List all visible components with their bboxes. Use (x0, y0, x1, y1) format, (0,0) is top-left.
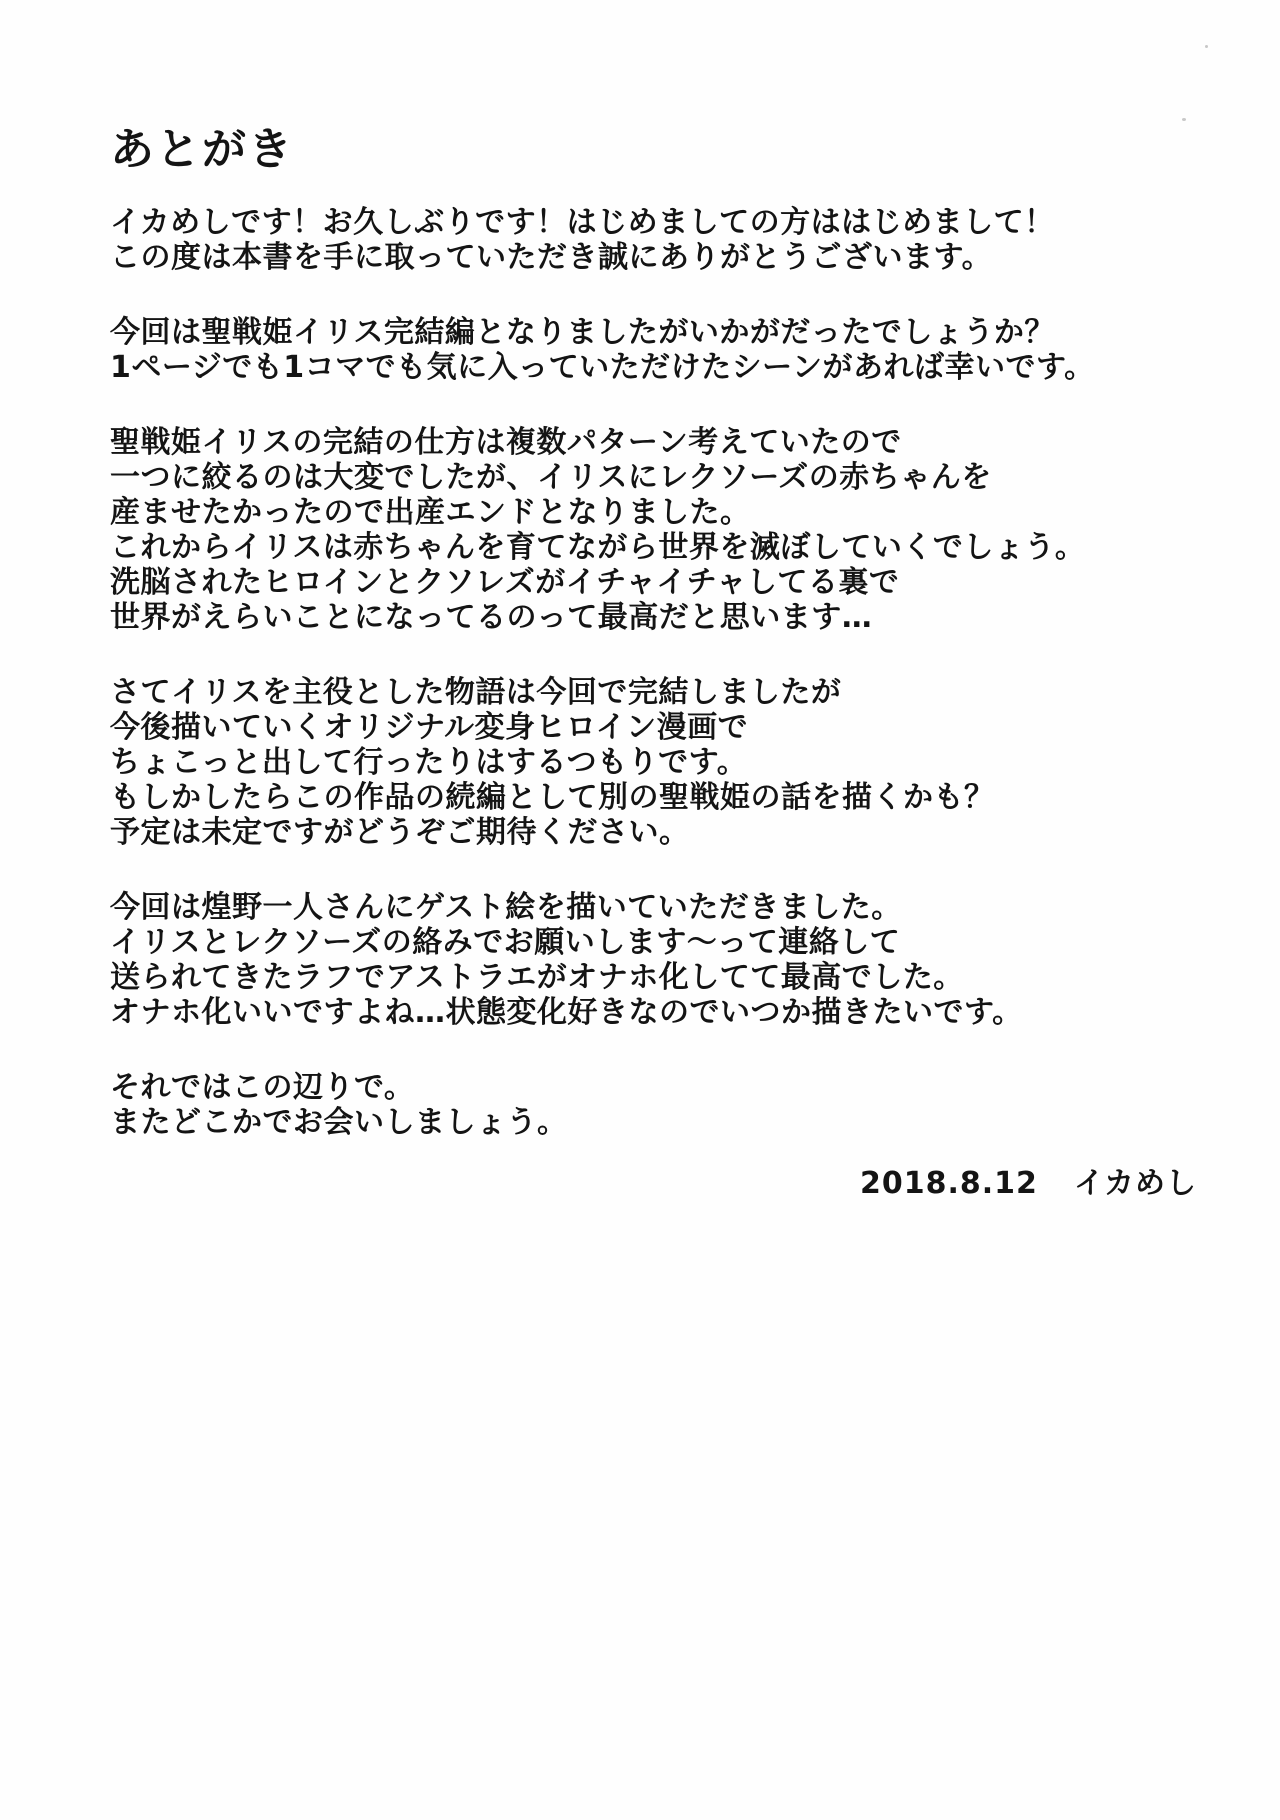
text-line: それではこの辺りで。 (110, 1070, 415, 1105)
text-line: イカめしです！お久しぶりです！はじめましての方ははじめまして！ (110, 205, 1055, 240)
text-line: さてイリスを主役とした物語は今回で完結しましたが (110, 675, 842, 710)
text-line: ちょこっと出して行ったりはするつもりです。 (110, 745, 748, 780)
text-line: 一つに絞るのは大変でしたが、イリスにレクソーズの赤ちゃんを (110, 460, 992, 495)
text-line: イリスとレクソーズの絡みでお願いします〜って連絡して (110, 925, 901, 960)
text-line: またどこかでお会いしましょう。 (110, 1105, 568, 1140)
paragraph-greeting (110, 205, 1180, 275)
signature-author: イカめし (1073, 1166, 1198, 1201)
text-line: 1ページでも1コマでも気に入っていただけたシーンがあれば幸いです。 (110, 350, 1095, 385)
paragraph-guest-art (110, 890, 1180, 1030)
paragraph-closing (110, 1070, 1180, 1140)
text-line: 今回は聖戦姫イリス完結編となりましたがいかがだったでしょうか？ (110, 315, 1055, 350)
scan-speck (1205, 45, 1208, 48)
text-line: 洗脳されたヒロインとクソレズがイチャイチャしてる裏で (110, 565, 900, 600)
text-line: この度は本書を手に取っていただき誠にありがとうございます。 (110, 240, 993, 275)
text-line: もしかしたらこの作品の続編として別の聖戦姫の話を描くかも？ (110, 780, 995, 815)
text-line: 世界がえらいことになってるのって最高だと思います… (110, 600, 873, 635)
text-line: 今回は煌野一人さんにゲスト絵を描いていただきました。 (110, 890, 902, 925)
signature (860, 1158, 1197, 1202)
text-line: これからイリスは赤ちゃんを育てながら世界を滅ぼしていくでしょう。 (110, 530, 1086, 565)
text-line: オナホ化いいですよね…状態変化好きなのでいつか描きたいです。 (110, 995, 1023, 1030)
text-line: 今後描いていくオリジナル変身ヒロイン漫画で (110, 710, 749, 745)
signature-date: 2018.8.12 (860, 1166, 1038, 1201)
page-title: あとがき (110, 124, 294, 175)
paragraph-ending-choice (110, 425, 1180, 635)
scan-speck (1182, 118, 1186, 121)
paragraph-finale (110, 315, 1180, 385)
paragraph-future (110, 675, 1180, 850)
text-line: 産ませたかったので出産エンドとなりました。 (110, 495, 751, 530)
afterword-body (110, 205, 1180, 1180)
text-line: 予定は未定ですがどうぞご期待ください。 (110, 815, 690, 850)
text-line: 送られてきたラフでアストラエがオナホ化してて最高でした。 (110, 960, 964, 995)
text-line: 聖戦姫イリスの完結の仕方は複数パターン考えていたので (110, 425, 902, 460)
